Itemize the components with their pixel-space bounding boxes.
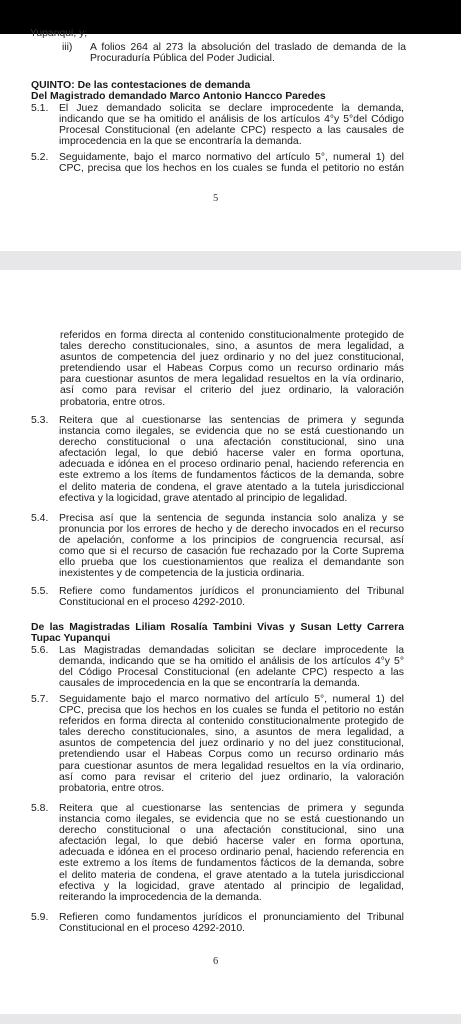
- text-line: reiterando la improcedencia de la demanda.: [59, 891, 262, 903]
- item-number: 5.6.: [31, 645, 49, 656]
- text-line: así como para revisar el criterio del juez ordinario, la valoración: [60, 385, 404, 397]
- heading-line: QUINTO: De las contestaciones de demanda: [31, 80, 251, 91]
- section-heading-magistradas: [31, 622, 404, 644]
- paragraph-5-3: [31, 415, 404, 504]
- text-line: probatoria, entre otros.: [60, 396, 166, 408]
- paragraph-5-7: [31, 694, 404, 794]
- document-page-6: [0, 270, 461, 1014]
- text-line: para cuestionar asuntos de mera legalidad resueltos en la vía ordinario,: [59, 760, 404, 772]
- text-line: asuntos de competencia del juez ordinario y no del juez constitucional,: [59, 738, 404, 750]
- text-line: pretendiendo usar el Habeas Corpus como un recurso ordinario más: [60, 363, 404, 375]
- text-line: pretendiendo usar el Habeas Corpus como un recurso ordinario más: [59, 749, 404, 761]
- text-line: este extremo a los ítems de fundamentos fácticos de la demanda, sobre: [59, 470, 404, 482]
- text-line: efectiva y la logicidad, grave atentado al principio de legalidad,: [59, 880, 404, 892]
- item-number: iii): [62, 42, 73, 53]
- text-line: ello prueba que los cuestionamientos que realiza el demandante son: [59, 557, 404, 569]
- text-line: tales derecho constitucionales, sino, a asuntos de mera legalidad, a: [59, 727, 404, 739]
- item-number: 5.5.: [31, 586, 49, 597]
- paragraph-5-5: [31, 586, 404, 608]
- item-number: 5.8.: [31, 803, 49, 814]
- text-line: del Código Procesal Constitucional (en adelante CPC) respecto a las: [59, 667, 404, 679]
- cut-off-line: Yupanqui, y;: [30, 28, 88, 39]
- heading-line: De las Magistradas Liliam Rosalía Tambini Vivas y Susan Letty Carrera: [31, 622, 404, 633]
- page-number: 6: [213, 956, 219, 967]
- text-line: indicando que se ha omitido el análisis de los artículos 4°y 5°del Código: [59, 114, 404, 126]
- text-line: CPC, precisa que los hechos en los cuales se funda el petitorio no están: [59, 705, 404, 717]
- item-number: 5.3.: [31, 415, 49, 426]
- heading-line: Tupac Yupanqui: [31, 633, 111, 645]
- item-number: 5.1.: [31, 103, 49, 114]
- text-line: adecuada e idónea en el proceso ordinario penal, haciendo referencia en: [59, 459, 404, 471]
- page-number: 5: [213, 193, 219, 204]
- text-line: instancia como ilegales, se evidencia que no se está cuestionando un: [59, 426, 404, 438]
- text-line: Seguidamente, bajo el marco normativo del artículo 5°, numeral 1) del: [59, 152, 404, 163]
- text-line: derecho constitucional o una afectación constitucional, sino una: [59, 825, 404, 837]
- text-line: Reitera que al cuestionarse las sentencias de primera y segunda: [59, 803, 404, 814]
- text-line: inexistentes y de competencia de la justicia ordinaria.: [59, 568, 305, 580]
- text-line: demanda, indicando que se ha omitido el análisis de los artículos 4°y 5°: [59, 656, 404, 668]
- text-line: para cuestionar asuntos de mera legalidad resueltos en la vía ordinario,: [60, 374, 404, 386]
- text-line: Seguidamente bajo el marco normativo del artículo 5°, numeral 1) del: [59, 694, 404, 705]
- paragraph-5-1: [31, 103, 404, 147]
- text-line: Las Magistradas demandadas solicitan se declare improcedente la: [59, 645, 404, 656]
- text-line: el delito materia de condena, el grave atentado a la tutela jurisdiccional: [59, 869, 404, 881]
- text-line: como que si el recurso de casación fue rechazado por la Corte Suprema: [59, 546, 404, 558]
- text-line: Reitera que al cuestionarse las sentencias de primera y segunda: [59, 415, 404, 426]
- item-number: 5.2.: [31, 152, 49, 163]
- paragraph-5-2: [31, 152, 404, 174]
- list-item-iii: [62, 42, 406, 64]
- text-line: este extremo a los ítems de fundamentos fácticos de la demanda, sobre: [59, 858, 404, 870]
- paragraph-5-4: [31, 513, 404, 580]
- heading-line: Del Magistrado demandado Marco Antonio Hancco Paredes: [31, 91, 326, 103]
- text-line: adecuada e idónea en el proceso ordinario penal, haciendo referencia en: [59, 847, 404, 859]
- text-line: Precisa así que la sentencia de segunda instancia solo analiza y se: [59, 513, 404, 524]
- text-line: causales de improcedencia en la que se encontraría la demanda.: [59, 678, 360, 690]
- text-line: CPC, precisa que los hechos en los cuales se funda el petitorio no están: [59, 163, 404, 175]
- text-line: Constitucional en el proceso 4292-2010.: [59, 597, 246, 609]
- text-line: instancia como ilegales, se evidencia que no se está cuestionando un: [59, 814, 404, 826]
- paragraph-5-6: [31, 645, 404, 689]
- item-number: 5.9.: [31, 912, 49, 923]
- text-line: así como para revisar el criterio del juez ordinario, la valoración: [59, 771, 404, 783]
- text-line: referidos en forma directa al contenido constitucionalmente protegido de: [60, 330, 404, 341]
- text-line: probatoria, entre otros.: [59, 782, 165, 794]
- text-line: Procuraduría Pública del Poder Judicial.: [90, 53, 275, 65]
- text-line: asuntos de competencia del juez ordinario y no del juez constitucional,: [60, 352, 404, 364]
- text-line: tales derecho constitucionales, sino, a asuntos de mera legalidad, a: [60, 341, 404, 353]
- text-line: Procesal Constitucional (en adelante CPC) respecto a las causales de: [59, 125, 404, 137]
- text-line: improcedencia en la que se encontraría la demanda.: [59, 136, 302, 148]
- text-line: efectiva y la logicidad, grave atentado al principio de legalidad.: [59, 492, 348, 504]
- text-line: afectación legal, lo que debió hacerse valer en forma oportuna,: [59, 836, 404, 848]
- text-line: de apelación, conforme a los principios de congruencia recursal, así: [59, 535, 404, 547]
- paragraph-5-8: [31, 803, 404, 903]
- document-page-5: [0, 28, 461, 251]
- text-line: Refieren como fundamentos jurídicos el pronunciamiento del Tribunal: [59, 912, 404, 923]
- item-number: 5.7.: [31, 694, 49, 705]
- text-line: afectación legal, lo que debió hacerse valer en forma oportuna,: [59, 448, 404, 460]
- text-line: El Juez demandado solicita se declare improcedente la demanda,: [59, 103, 404, 114]
- item-number: 5.4.: [31, 513, 49, 524]
- text-line: el delito materia de condena, el grave atentado a la tutela jurisdiccional: [59, 481, 404, 493]
- paragraph-5-9: [31, 912, 404, 934]
- text-line: pronuncia por los errores de hecho y de derecho invocados en el recurso: [59, 524, 404, 536]
- text-line: A folios 264 al 273 la absolución del traslado de demanda de la: [90, 42, 406, 53]
- text-line: Constitucional en el proceso 4292-2010.: [59, 923, 246, 935]
- text-line: Refiere como fundamentos jurídicos el pronunciamiento del Tribunal: [59, 586, 404, 597]
- paragraph-continuation: [60, 330, 404, 408]
- section-heading-quinto: [31, 80, 404, 102]
- text-line: referidos en forma directa al contenido constitucionalmente protegido de: [59, 716, 404, 728]
- text-line: derecho constitucional o una afectación constitucional, sino una: [59, 437, 404, 449]
